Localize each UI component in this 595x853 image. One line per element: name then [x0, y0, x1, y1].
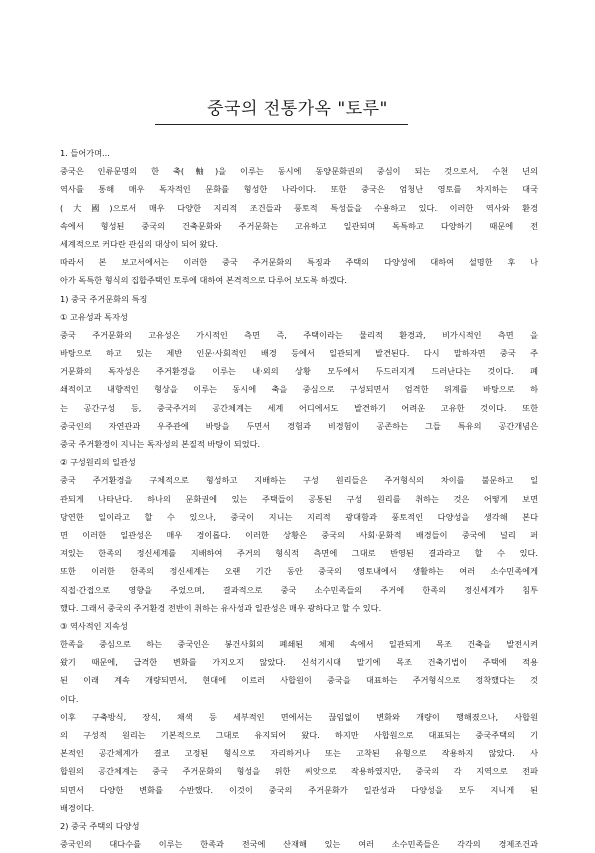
body-text-line: 속에서 형성된 중국의 건축문화와 주거문화는 고유하고 일관되며 독특하고 다양하기 때문에 전: [60, 220, 538, 231]
body-text-line: 중국인의 자연관과 우주관에 바탕을 두면서 경험과 비경험이 공존하는 그들 특유의 공간개념은: [60, 420, 538, 431]
body-text-line: 왔기 때문에, 급격한 변화를 가지오지 않았다. 신석기시대 말기에 목조 건축기법이 주택에 적용: [60, 657, 538, 668]
body-text-line: 관되게 나타난다. 하나의 문화권에 있는 주택들이 공통된 구성 원리를 취하는 것은 어떻게 보면: [60, 493, 538, 504]
body-text-line: 중국 주거환경이 지니는 독자성의 본질적 바탕이 되었다.: [60, 439, 261, 449]
body-text-line: 중국 주거문화의 고유성은 가시적인 측면 즉, 주택이라는 물리적 환경과, 비가시적인 측면 을: [60, 329, 538, 340]
body-text-line: ② 구성원리의 일관성: [60, 457, 136, 468]
body-text-line: 바탕으로 하고 있는 제반 인문·사회적인 배경 등에서 일관되게 발견된다. 다시 말하자면 중국 주: [60, 348, 538, 359]
body-text-line: 이다.: [60, 693, 79, 704]
body-text-line: 역사를 통해 매우 독자적인 문화를 형성한 나라이다. 또한 중국은 엄청난 영토를 차지하는 대국: [60, 184, 538, 195]
body-text-line: 거문화의 독자성은 주거환경을 이루는 내·외의 상황 모두에서 두드러지게 드러난다는 것이다. 폐: [60, 366, 538, 377]
body-text-line: 면 이러한 일관성은 매우 경이롭다. 이러한 상황은 중국의 사회·문화적 배경들이 중국에 널리 퍼: [60, 529, 538, 540]
body-text-line: 본적인 공간체계가 결코 고정된 형식으로 자리하거나 또는 고착된 유형으로 작용하지 않았다. 사: [60, 748, 538, 759]
body-text-line: (大國)으로서 매우 다양한 지리적 조건들과 풍토적 특성들을 수용하고 있다. 이러한 역사와 환경: [60, 202, 538, 213]
document-body: [60, 144, 538, 853]
body-text-line: 합원의 공간체계는 중국 주거문화의 형성을 위한 씨앗으로 작용하였지만, 중국의 각 지역으로 전파: [60, 766, 538, 777]
body-text-line: ① 고유성과 독자성: [60, 311, 128, 322]
body-text-line: 따라서 본 보고서에서는 이러한 중국 주거문화의 특징과 주택의 다양성에 대하여 설명한 후 나: [60, 257, 538, 268]
title-underline: [155, 124, 408, 125]
body-text-line: 되면서 다양한 변화를 수반했다. 이것이 중국의 주거문화가 일관성과 다양성을 모두 지니게 된: [60, 784, 538, 795]
body-text-line: 중국인의 대다수를 이루는 한족과 전국에 산재해 있는 여러 소수민족들은 각각의 경제조건과: [60, 839, 538, 850]
body-text-line: ③ 역사적인 지속성: [60, 620, 128, 631]
body-text-line: 된 이래 계속 개량되면서, 현대에 이르러 사합원이 중국을 대표하는 주거형식으로 정착했다는 것: [60, 675, 538, 686]
body-text-line: 중국은 인류문명의 한 축(軸)을 이루는 동시에 동양문화권의 중심이 되는 것으로서, 수천 년의: [60, 166, 538, 177]
body-text-line: 직접·간접으로 영향을 주었으며, 결과적으로 중국 소수민족들의 주거에 한족의 정신세계가 침투: [60, 584, 538, 595]
body-text-line: 당연한 일이라고 할 수 있으나, 중국이 지니는 지리적 광대함과 풍토적인 다양성을 생각해 본다: [60, 511, 538, 522]
body-text-line: 배경이다.: [60, 802, 95, 813]
body-text-line: 쇄적이고 내향적인 형상을 이루는 동시에 축을 중심으로 구성되면서 엄격한 위계를 바탕으로 하: [60, 384, 538, 395]
body-text-line: 세계적으로 커다란 관심의 대상이 되어 왔다.: [60, 238, 218, 249]
body-text-line: 아가 독특한 형식의 집합주택인 토루에 대하여 본격적으로 다루어 보도록 하겠다.: [60, 275, 348, 286]
body-text-line: 1) 중국 주거문화의 특징: [60, 293, 148, 304]
body-text-line: 한족을 중심으로 하는 중국인은 봉건사회의 폐쇄된 체제 속에서 일관되게 목조 건축을 발전시켜: [60, 639, 538, 650]
body-text-line: 했다. 그래서 중국의 주거환경 전반이 취하는 유사성과 일관성은 매우 광하다고 할 수 있다.: [60, 602, 382, 613]
body-text-line: 2) 중국 주택의 다양성: [60, 820, 140, 831]
body-text-line: 1. 들어가며...: [60, 148, 110, 158]
body-text-line: 의 구성적 원리는 기본적으로 그대로 유지되어 왔다. 하지만 사합원으로 대표되는 중국주택의 기: [60, 730, 538, 740]
body-text-line: 중국 주거환경을 구체적으로 형성하고 지배하는 구성 원리들은 주거형식의 차이를 불문하고 일: [60, 475, 538, 486]
body-text-line: 또한 이러한 한족의 정신세계는 오랜 기간 동안 중국의 영토내에서 생활하는 여러 소수민족에게: [60, 566, 538, 577]
body-text-line: 는 공간구성 등, 중국주거의 공간체계는 세계 어디에서도 발견하기 어려운 고유한 것이다. 또한: [60, 402, 538, 413]
document-title: 중국의 전통가옥 "토루": [207, 99, 388, 119]
body-text-line: 이후 구축방식, 장식, 채색 등 세부적인 면에서는 끊임없이 변화와 개량이 행해졌으나, 사합원: [60, 711, 538, 722]
body-text-line: 져있는 한족의 정신세계를 지배하여 주거의 형식적 측면에 그대로 반영된 결과라고 할 수 있다.: [60, 548, 538, 559]
